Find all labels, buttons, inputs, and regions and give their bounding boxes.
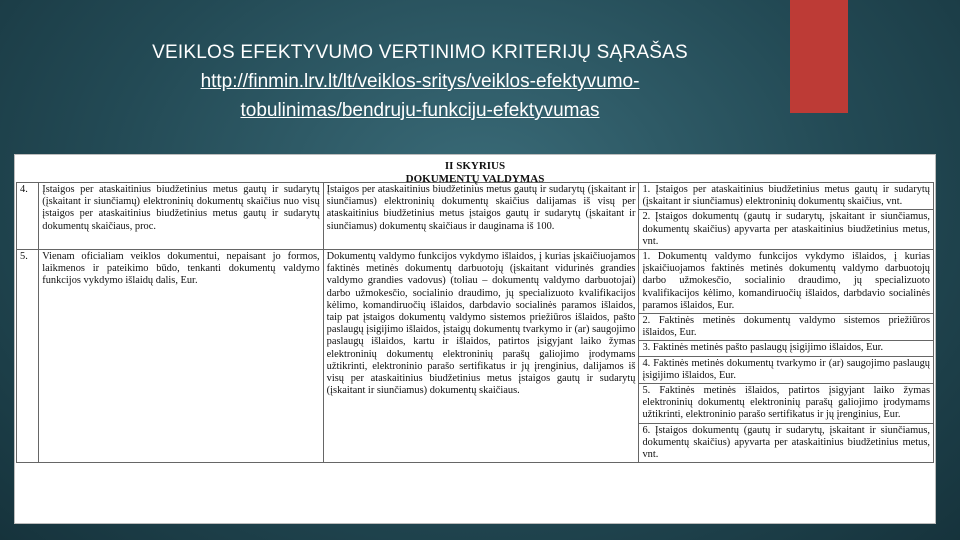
formula-cell: Dokumentų valdymo funkcijos vykdymo išlaidos, į kurias įskaičiuojamos faktinės metinės dokumentų darbuotojų (įskaitant vidurinės grandies valdymo grandies vadovus) (toliau – dokumentų valdymo darbuotojai) darbo užmokesčio, socialinio draudimo, jų specializuoto kvalifikacijos kėlimo, komandiruočių išlaidos, darbdavio socialinės paramos išlaidos, taip pat įstaigos dokumentų valdymo sistemos priežiūros išlaidos, pašto paslaugų įsigijimo išlaidos, įstaigų dokumentų tvarkymo ir (ar) saugojimo paslaugų išlaidos, kartu ir išlaidos, patirtos įsigyjant laiko žymas elektroninių dokumentų elektroninių parašų galiojimo įrodymams užtikrinti, elektroninio parašo sertifikatus ir jų įrenginius, dalijamos iš visų per ataskaitinius biudžetinius metus įstaigos gautų ir sudarytų (įskaitant ir siunčiamus) dokumentų skaičiaus. [323,250,639,463]
data-item: 3. Faktinės metinės pašto paslaugų įsigijimo išlaidos, Eur. [639,341,933,356]
criteria-table [16,182,934,463]
row-number: 5. [17,250,39,463]
data-cell [639,183,934,250]
data-item: 6. Įstaigos dokumentų (gautų ir sudarytų, įskaitant ir siunčiamus, dokumentų skaičius) apyvarta per ataskaitinius biudžetinius metus, vnt. [642,424,930,461]
document-scan [14,154,936,524]
data-item: 4. Faktinės metinės dokumentų tvarkymo ir (ar) saugojimo paslaugų įsigijimo išlaidos, Eur. [639,356,933,383]
row-number: 4. [17,183,39,250]
data-item: 1. Dokumentų valdymo funkcijos vykdymo išlaidos, į kurias įskaičiuojamos faktinės metinės dokumentų valdymo darbuotojų darbo užmokesčio, socialinio draudimo, jų specializuoto kvalifikacijos kėlimo, komandiruočių išlaidos, darbdavio socialinės paramos išlaidos, Eur. [639,250,933,314]
data-cell [639,250,934,463]
data-item: 2. Įstaigos dokumentų (gautų ir sudarytų, įskaitant ir siunčiamus, dokumentų skaičius) apyvarta per ataskaitinius biudžetinius metus, vnt. [642,211,930,247]
slide-title: VEIKLOS EFEKTYVUMO VERTINIMO KRITERIJŲ SĄRAŠAS [152,42,688,63]
chapter-title: DOKUMENTŲ VALDYMAS [405,173,545,185]
table-row [17,183,934,250]
source-link-line1[interactable]: http://finmin.lrv.lt/lt/veiklos-sritys/veiklos-efektyvumo- [200,71,640,92]
formula-cell: Įstaigos per ataskaitinius biudžetinius metus gautų ir sudarytų (įskaitant ir siunčiamus) elektroninių dokumentų skaičius dalijamas iš visų per ataskaitinius biudžetinius metus įstaigos gautų ir sudarytų (įskaitant ir siunčiamus) dokumentų skaičiaus ir dauginama iš 100. [323,183,639,250]
source-link-line2[interactable]: tobulinimas/bendruju-funkciju-efektyvumas [240,100,600,121]
chapter-heading [15,155,935,185]
data-item: 1. Įstaigos per ataskaitinius biudžetinius metus gautų ir sudarytų (įskaitant ir siunčiamus) elektroninių dokumentų skaičius, vnt. [639,183,933,210]
data-item: 2. Faktinės metinės dokumentų valdymo sistemos priežiūros išlaidos, Eur. [639,314,933,341]
chapter-number: II SKYRIUS [444,160,506,172]
table-row [17,250,934,463]
data-item: 5. Faktinės metinės išlaidos, patirtos įsigyjant laiko žymas elektroninių dokumentų elektroninių parašų galiojimo įrodymams užtikrinti, elektroninio parašo sertifikatus ir jų įrenginius, Eur. [639,384,933,424]
criterion-cell: Vienam oficialiam veiklos dokumentui, nepaisant jo formos, laikmenos ir pateikimo būdo, tenkanti dokumentų valdymo funkcijos vykdymo išlaidų dalis, Eur. [39,250,323,463]
criterion-cell: Įstaigos per ataskaitinius biudžetinius metus gautų ir sudarytų (įskaitant ir siunčiamų) elektroninių dokumentų skaičius nuo visų įstaigos per ataskaitinius biudžetinius metus gautų ir sudarytų dokumentų skaičiaus, proc. [39,183,323,250]
